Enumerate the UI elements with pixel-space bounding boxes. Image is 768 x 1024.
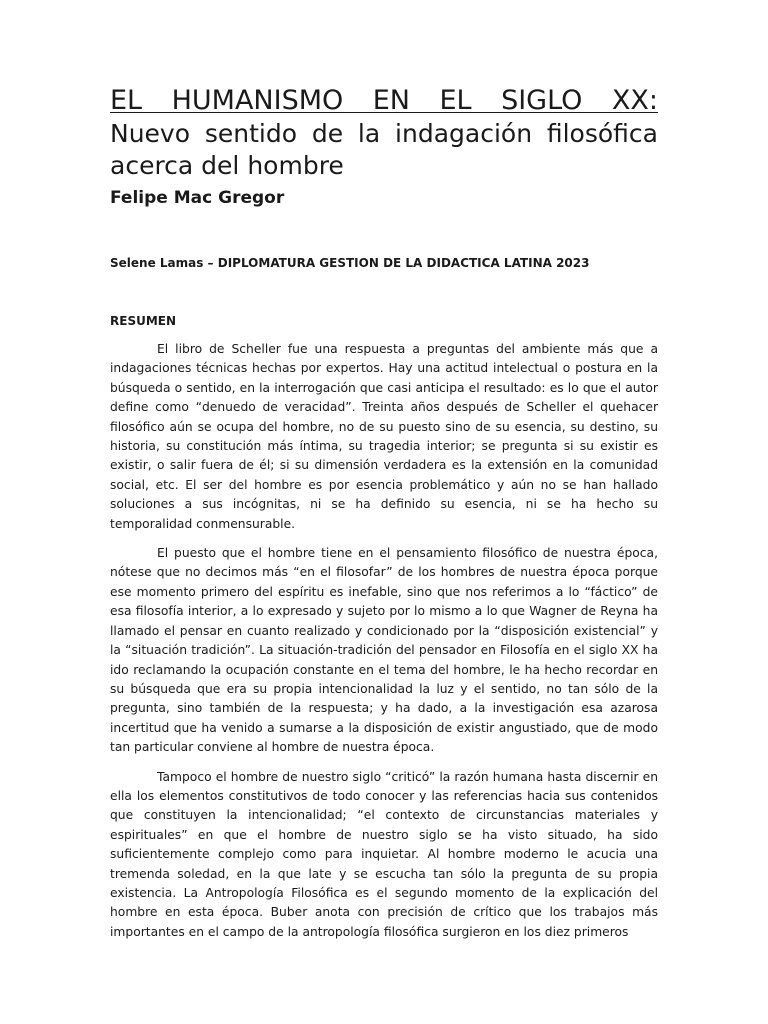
document-subtitle: Nuevo sentido de la indagación filosófica acerca del hombre bbox=[110, 119, 658, 180]
body-paragraph: El libro de Scheller fue una respuesta a preguntas del ambiente más que a indagaciones técnicas hechas por expertos. Hay una actitud intelectual o postura en la búsqueda o sentido, en la interrogación que casi anticipa el resultado: es lo que el autor define como “denuedo de veracidad”. Treinta años después de Scheller el quehacer filosófico aún se ocupa del hombre, no de su puesto sino de su esencia, su destino, su historia, su constitución más íntima, su tragedia interior; se pregunta si su existir es existir, o salir fuera de él; si su dimensión verdadera es la extensión en la comunidad social, etc. El ser del hombre es por esencia problemático y aún no se han hallado soluciones a sus incógnitas, ni se ha definido su esencia, ni se ha hecho su temporalidad conmensurable. bbox=[110, 342, 658, 531]
document-author: Felipe Mac Gregor bbox=[110, 188, 285, 208]
body-paragraph: Tampoco el hombre de nuestro siglo “criticó” la razón humana hasta discernir en ella los elementos constitutivos de todo conocer y las referencias hacia sus contenidos que constituyen la intencionalidad; “el contexto de circunstancias materiales y espirituales” en que el hombre de nuestro siglo se ha visto situado, ha sido suficientemente complejo como para inquietar. Al hombre moderno le acucia una tremenda soledad, en la que late y se escucha tan sólo la pregunta de su propia existencia. La Antropología Filosófica es el segundo momento de la explicación del hombre en esta época. Buber anota con precisión de crítico que los trabajos más importantes en el campo de la antropología filosófica surgieron en los diez primeros bbox=[110, 769, 658, 939]
student-line: Selene Lamas – DIPLOMATURA GESTION DE LA DIDACTICA LATINA 2023 bbox=[110, 256, 590, 270]
document-title: EL HUMANISMO EN EL SIGLO XX: bbox=[110, 85, 658, 116]
body-paragraph: El puesto que el hombre tiene en el pensamiento filosófico de nuestra época, nótese que no decimos más “en el filosofar” de los hombres de nuestra época porque ese momento primero del espíritu es inefable, sino que nos referimos a lo “fáctico” de esa filosofía interior, a lo expresado y sujeto por lo mismo a lo que Wagner de Reyna ha llamado el pensar en cuanto realizado y condicionado por la “disposición existencial” y la “situación tradición”. La situación-tradición del pensador en Filosofía en el siglo XX ha ido reclamando la ocupación constante en el tema del hombre, le ha hecho recordar en su búsqueda que era su propia intencionalidad la luz y el sentido, no tan sólo de la pregunta, sino también de la respuesta; y ha dado, a la investigación esa azarosa incertitud que ha venido a sumarse a la disposición de existir angustiado, que de modo tan particular conviene al hombre de nuestra época. bbox=[110, 546, 658, 755]
section-heading-resumen: RESUMEN bbox=[110, 314, 177, 328]
